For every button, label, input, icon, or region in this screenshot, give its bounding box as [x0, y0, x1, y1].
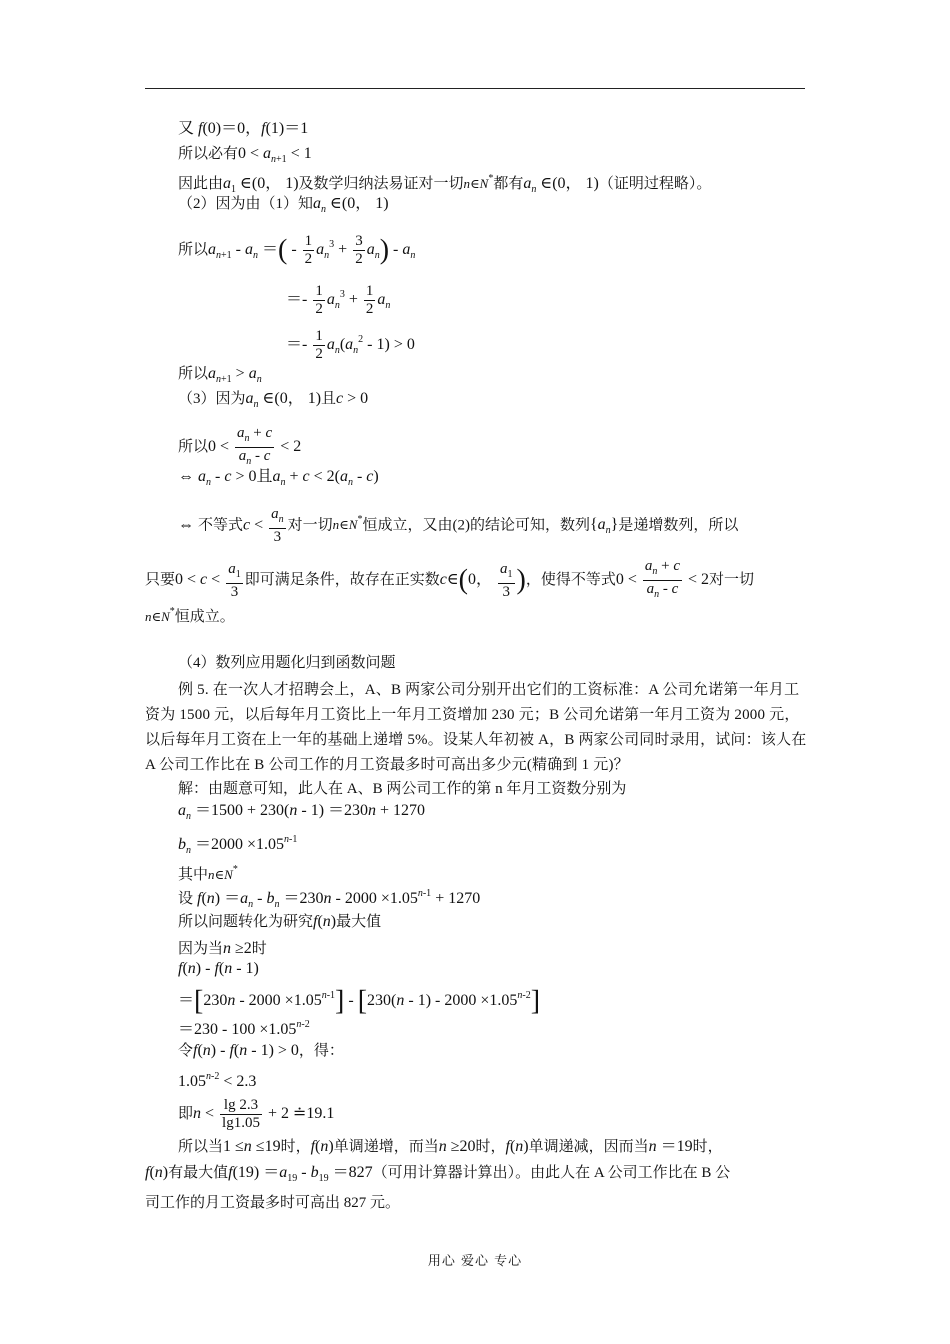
line-bound: 所以必有$0 < a_{n+1} < 1$: [178, 145, 312, 165]
eq-diff-2: ＝- $\frac{1}{2}$ $a_n^3$ + $\frac{1}{2}$ $a_n$: [286, 283, 391, 317]
eq-equiv-2: ⇔ 不等式c < $\frac{a_n}{3}$ 对一切n∈N*恒成立，又由(2)的结论可知，数列$\{a_n\}$是递增数列，所以: [178, 506, 739, 545]
line-f0-f1: 又 f(0)＝0，f(1)＝1: [178, 120, 309, 137]
line-part2: （2）因为由（1）知$a_n$ ∈(0， 1): [178, 195, 389, 215]
eq-ratio: 所以0 < $\frac{a_n + c}{a_n - c}$ < 2: [178, 425, 301, 470]
line-holds: n∈N*恒成立。: [145, 606, 235, 625]
page-footer: 用心 爱心 专心: [427, 1254, 523, 1269]
eq-an: $a_n =1500 + 230(n - 1) =230n + 1270$: [178, 802, 426, 822]
eq-ji: 即n < $\frac{\lg 2.3}{\lg 1.05}$ + 2 ≐19.1: [178, 1097, 335, 1131]
eq-ineq: $1.05^{n-2} < 2.3$: [178, 1071, 257, 1090]
line-last-1: 所以当1 ≤n ≤19时，f(n)单调递增，而当n ≥20时，f(n)单调递减，因而当n ＝19时，: [178, 1138, 723, 1155]
line-wenti: 所以问题转化为研究f(n)最大值: [178, 913, 382, 930]
eq-ling: 令f(n) - f(n - 1) > 0，得：: [178, 1042, 344, 1059]
line-increasing: 所以$a_{n+1} > a_n$: [178, 365, 262, 385]
eq-fdiff-1: f(n) - f(n - 1): [178, 960, 259, 977]
eq-conclusion: 只要0 < c < $\frac{a_1}{3}$ 即可满足条件，故存在正实数c∈(0， $\frac{a_1}{3}$ )，使得不等式0 < $\frac{a_n + c}{a_n - c}$ < 2对一切: [145, 558, 754, 603]
line-last-3: 司工作的月工资最多时可高出 827 元。: [145, 1195, 401, 1211]
line-induction: 因此由$a_1$ ∈(0， 1)及数学归纳法易证对一切n∈N*都有$a_n$ ∈(0， 1)（证明过程略）。: [178, 173, 712, 195]
solution-intro: 解：由题意可知，此人在 A、B 两公司工作的第 n 年月工资数分别为: [178, 781, 627, 797]
line-part3: （3）因为$a_n$ ∈(0， 1)且c > 0: [178, 390, 369, 410]
line-qizhong: 其中n∈N*: [178, 864, 238, 883]
section-heading: （4）数列应用题化归到函数问题: [178, 655, 396, 671]
line-last-2: f(n)有最大值$f(19) =a_{19} - b_{19} =827$（可用计算器计算出）。由此人在 A 公司工作比在 B 公: [145, 1164, 731, 1184]
eq-diff-3: ＝- $\frac{1}{2}$ $a_n(a_n^2 - 1) > 0$: [286, 328, 415, 362]
eq-equiv-1: ⇔ $a_n - c > 0$且$a_n + c < 2(a_n - c)$: [178, 468, 379, 488]
eq-fdiff-3: $=230 - 100 \times 1.05^{n-2}$: [178, 1019, 310, 1038]
eq-bn: $b_n =2000 \times 1.05^{n-1}$: [178, 834, 298, 856]
line-yinwei: 因为当n ≥2时: [178, 940, 267, 957]
eq-diff-1: 所以$a_{n+1} - a_n$ ＝( - $\frac{1}{2}$ $a_n^3$ + $\frac{3}{2}$ $a_n) - a_n$: [178, 233, 416, 267]
header-rule: [145, 88, 805, 89]
example-5-text: 例 5. 在一次人才招聘会上，A、B 两家公司分别开出它们的工资标准：A 公司允诺第一年月工资为 1500 元，以后每年月工资比上一年月工资增加 230 元；B 公司允诺第一年月工资为 2000 元，以后每年月工资在上一年的基础上递增 5%。设某人年初被 A，B 两家公司同时录用，试问：该人在 A 公司工作比在 B 公司工作的月工资最多时可高出多少元(精确到 1 元)？: [145, 682, 807, 773]
eq-fdiff-2: $=[230n - 2000 \times 1.05^{n-1}] - [230(n - 1) - 2000 \times 1.05^{n-2}]$: [178, 985, 541, 1017]
eq-fn: 设 $f(n) =a_n - b_n =230n - 2000 \times 1.05^{n-1} + 1270$: [178, 888, 481, 910]
